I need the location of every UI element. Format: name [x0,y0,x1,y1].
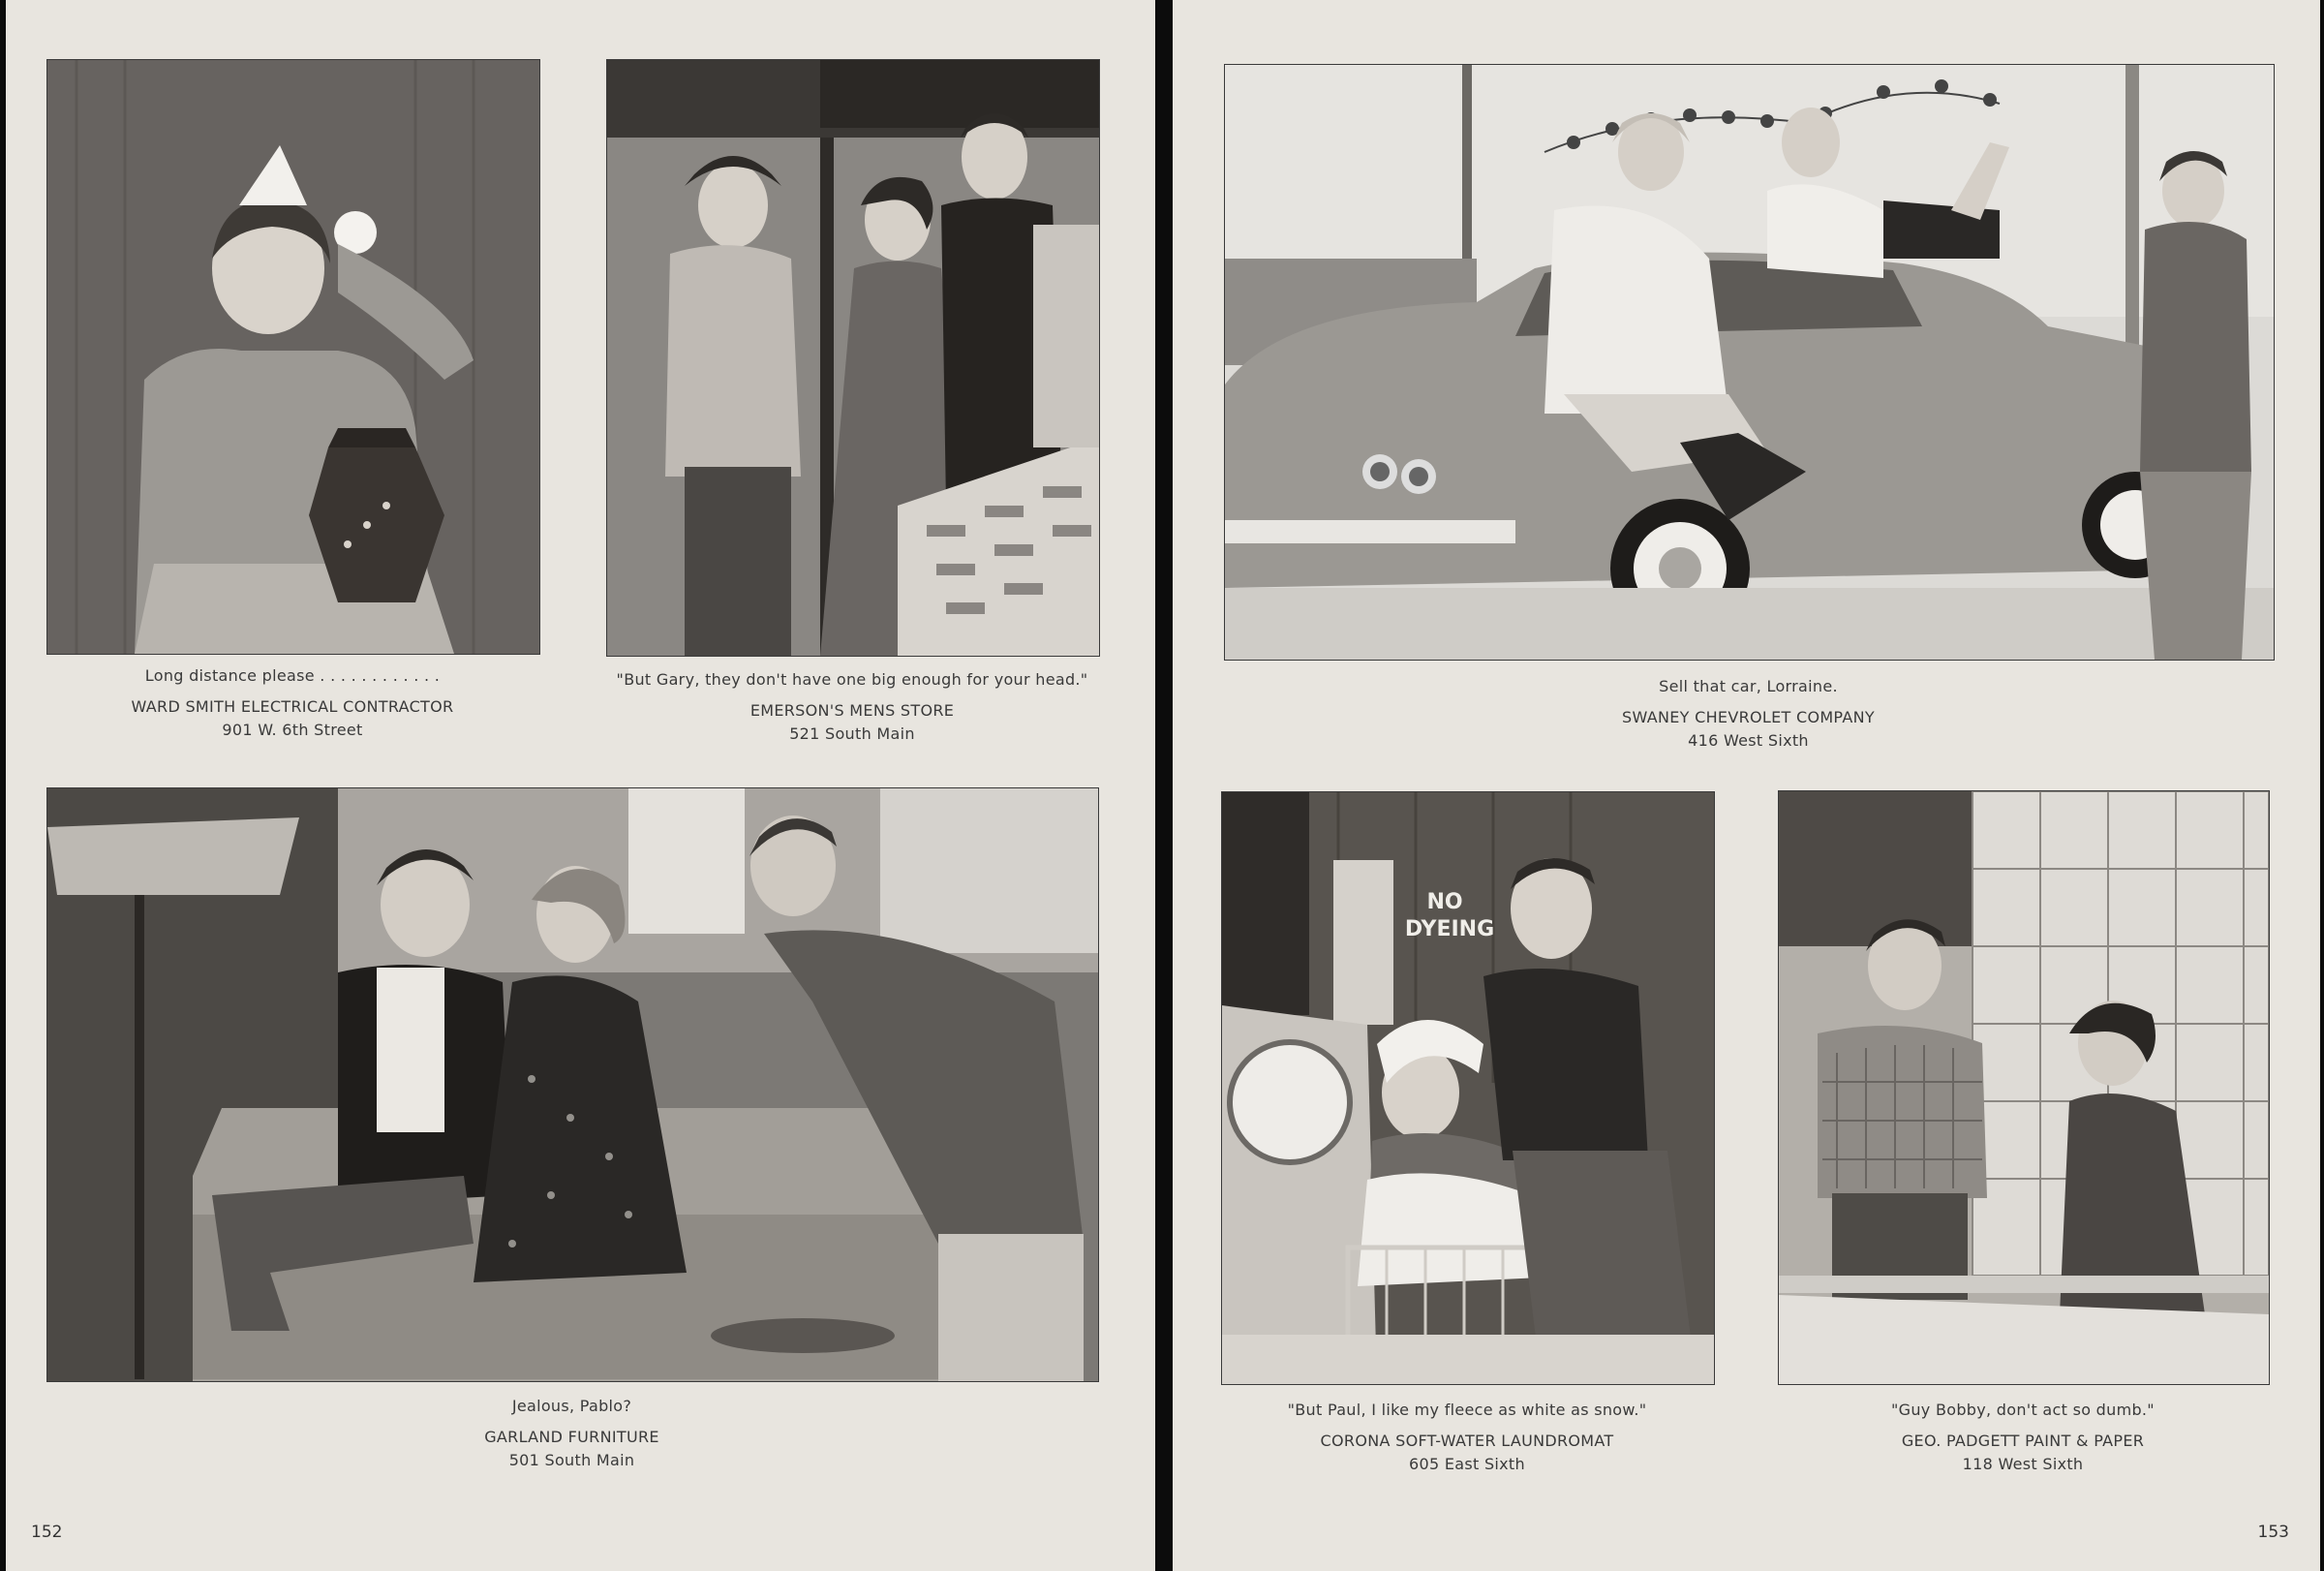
caption-quote: Long distance please . . . . . . . . . . . . [144,666,441,685]
caption-ward-smith [46,664,538,742]
photo-ward-smith [46,59,540,655]
caption-business: SWANEY CHEVROLET COMPANY [1622,708,1875,726]
caption-business: GARLAND FURNITURE [484,1428,659,1446]
caption-business: CORONA SOFT-WATER LAUNDROMAT [1320,1432,1614,1450]
caption-quote: "But Paul, I like my fleece as white as snow." [1287,1401,1647,1419]
photo-corona-laundromat [1221,791,1715,1385]
caption-address: 416 West Sixth [1688,731,1809,750]
caption-address: 605 East Sixth [1409,1455,1525,1473]
page-number: 153 [2257,1523,2289,1542]
photo-garland-furniture [46,787,1099,1382]
caption-garland-furniture [46,1395,1097,1472]
photo-swaney-chevrolet [1224,64,2275,661]
caption-quote: Sell that car, Lorraine. [1659,677,1838,695]
caption-geo-padgett [1778,1399,2268,1476]
caption-address: 521 South Main [789,724,915,743]
caption-business: GEO. PADGETT PAINT & PAPER [1901,1432,2145,1450]
left-page [6,0,1155,1571]
caption-business: EMERSON'S MENS STORE [749,701,955,720]
photo-geo-padgett [1778,790,2270,1385]
caption-quote: "But Gary, they don't have one big enough for your head." [616,670,1088,689]
photo-emersons [606,59,1100,657]
page-number: 152 [31,1523,63,1542]
caption-address: 501 South Main [508,1451,635,1469]
caption-emersons [606,668,1098,746]
caption-quote: Jealous, Pablo? [511,1397,632,1415]
caption-business: WARD SMITH ELECTRICAL CONTRACTOR [131,697,454,716]
svg-text:DYEING: DYEING [1404,917,1495,941]
caption-swaney-chevrolet [1224,675,2273,753]
right-page [1173,0,2320,1571]
caption-quote: "Guy Bobby, don't act so dumb." [1891,1401,2155,1419]
caption-address: 901 W. 6th Street [222,721,363,739]
caption-corona-laundromat [1221,1399,1713,1476]
caption-address: 118 West Sixth [1962,1455,2084,1473]
laundromat-sign-text: NO [1426,890,1463,914]
